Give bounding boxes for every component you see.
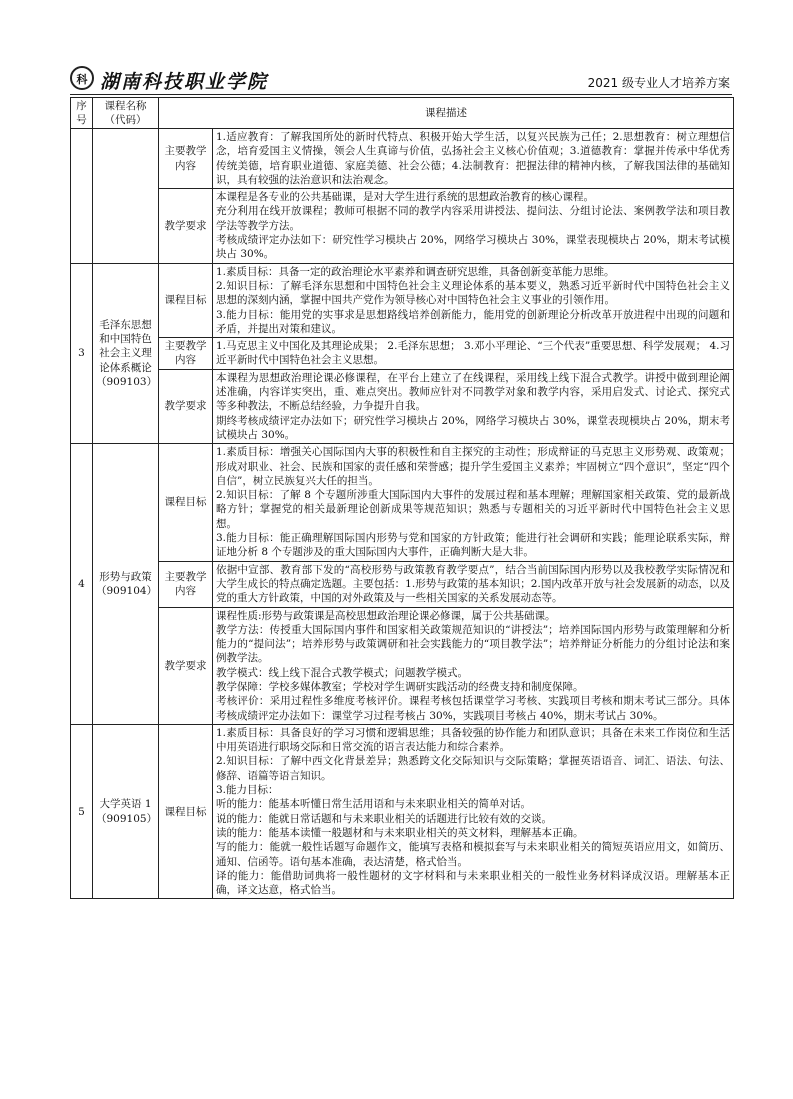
- table-row: [71, 369, 734, 443]
- description-line: 说的能力：能就日常话题和与未来职业相关的话题进行比较有效的交谈。: [216, 812, 552, 825]
- row-description: [213, 561, 734, 607]
- course-no: 3: [71, 263, 93, 444]
- course-no: 5: [71, 724, 93, 899]
- row-label: 教学要求: [159, 369, 213, 443]
- course-name: 毛泽东思想和中国特色社会主义理论体系概论（909103）: [93, 263, 159, 444]
- description-line: 1.适应教育：了解我国所处的新时代特点、积极开始大学生活，以复兴民族为己任；2.思想教育：树立理想信念，培育爱国主义情操，领会人生真谛与价值，弘扬社会主义核心价值观；3.道德教育：掌握并传承中华优秀传统美德，培育职业道德、家庭美德、社会公德；4.法制教育：把握法律的精神内核，了解我国法律的基础知识，具有较强的法治意识和法治观念。: [216, 131, 730, 186]
- description-line: 教学保障：学校多媒体教室；学校对学生调研实践活动的经费支持和制度保障。: [216, 680, 584, 693]
- row-label: 主要教学内容: [159, 338, 213, 370]
- description-line: 2.知识目标：了解毛泽东思想和中国特色社会主义理论体系的基本要义，熟悉习近平新时代中国特色社会主义思想的深刻内涵，掌握中国共产党作为领导核心对中国特色社会主义事业的引领作用。: [216, 279, 730, 307]
- table-row: [71, 561, 734, 607]
- course-table: [70, 97, 734, 899]
- description-line: 写的能力：能就一般性话题写命题作文，能填写表格和模拟套写与未来职业相关的简短英语应用文，如简历、通知、信函等。语句基本准确，表达清楚，格式恰当。: [216, 841, 730, 868]
- description-line: 读的能力：能基本读懂一般题材和与未来职业相关的英文材料，理解基本正确。: [216, 826, 584, 839]
- row-description: [213, 129, 734, 189]
- row-label: 课程目标: [159, 444, 213, 561]
- row-label: 主要教学内容: [159, 129, 213, 189]
- course-no: 4: [71, 444, 93, 725]
- course-name-cell: [93, 129, 159, 264]
- table-row: [71, 263, 734, 337]
- description-line: 3.能力目标：能正确理解国际国内形势与党和国家的方针政策；能进行社会调研和实践；能理论联系实际，辩证地分析 8 个专题涉及的重大国际国内大事件，正确判断大是大非。: [216, 532, 730, 559]
- table-row: [71, 129, 734, 189]
- table-row: [71, 189, 734, 263]
- header-course: 课程名称（代码）: [93, 98, 159, 129]
- row-label: 教学要求: [159, 189, 213, 263]
- row-description: [213, 724, 734, 899]
- course-name: 形势与政策（909104）: [93, 444, 159, 725]
- description-line: 课程性质:形势与政策课是高校思想政治理论课必修课，属于公共基础课。: [216, 609, 556, 622]
- table-row: [71, 338, 734, 370]
- plan-title: 2021 级专业人才培养方案: [587, 76, 730, 90]
- description-line: 1.马克思主义中国化及其理论成果； 2.毛泽东思想； 3.邓小平理论、“三个代表”重要思想、科学发展观； 4.习近平新时代中国特色社会主义思想。: [216, 340, 730, 367]
- description-line: 译的能力：能借助词典将一般性题材的文字材料和与未来职业相关的一般性业务材料译成汉语。理解基本正确，译文达意，格式恰当。: [216, 869, 730, 897]
- table-row: [71, 724, 734, 899]
- table-row: [71, 607, 734, 724]
- row-description: [213, 369, 734, 443]
- row-description: [213, 607, 734, 724]
- description-line: 1.素质目标：具备良好的学习习惯和逻辑思维；具备较强的协作能力和团队意识；具备在未来工作岗位和生活中用英语进行职场交际和日常交流的语言表达能力和综合素养。: [216, 726, 730, 754]
- description-line: 1.素质目标：增强关心国际国内大事的积极性和自主探究的主动性；形成辩证的马克思主义形势观、政策观；形成对职业、社会、民族和国家的责任感和荣誉感；提升学生爱国主义素养；牢固树立“四个意识”，坚定“四个自信”，树立民族复兴大任的担当。: [216, 446, 730, 487]
- description-line: 2.知识目标：了解 8 个专题所涉重大国际国内大事件的发展过程和基本理解；理解国家相关政策、党的最新战略方针；掌握党的相关最新理论创新成果等规范知识；熟悉与专题相关的习近平新时代中国特色社会主义思想。: [216, 489, 730, 530]
- description-line: 教学模式：线上线下混合式教学模式；问题教学模式。: [216, 666, 468, 679]
- row-label: 课程目标: [159, 724, 213, 899]
- table-header-row: [71, 98, 734, 129]
- row-description: [213, 263, 734, 337]
- description-line: 期终考核成绩评定办法如下；研究性学习模块占 20%，网络学习模块占 30%，课堂表现模块占 20%，期末考试模块占 30%。: [216, 414, 730, 441]
- row-description: [213, 189, 734, 263]
- course-no-cell: [71, 129, 93, 264]
- row-label: 教学要求: [159, 607, 213, 724]
- description-line: 3.能力目标：: [216, 784, 279, 797]
- description-line: 1.素质目标：具备一定的政治理论水平素养和调查研究思维，具备创新变革能力思维。: [216, 265, 615, 278]
- description-line: 本课程是各专业的公共基础课，是对大学生进行系统的思想政治教育的核心课程。: [216, 191, 594, 204]
- school-logo-icon: 科: [70, 66, 94, 90]
- description-line: 本课程为思想政治理论课必修课程，在平台上建立了在线课程，采用线上线下混合式教学。讲授中做到理论阐述准确，内容详实突出，重、难点突出。教师应针对不同教学对象和教学内容，采用启发式、讨论式、探究式等多种教法，不断总结经验，力争提升自我。: [216, 371, 730, 413]
- row-label: 课程目标: [159, 263, 213, 337]
- header-no: 序号: [71, 98, 93, 129]
- row-description: [213, 338, 734, 370]
- header-desc: 课程描述: [159, 98, 734, 129]
- description-line: 听的能力：能基本听懂日常生活用语和与未来职业相关的简单对话。: [216, 798, 531, 811]
- description-line: 充分利用在线开放课程；教师可根据不同的教学内容采用讲授法、提问法、分组讨论法、案例教学法和项目教学法等教学方法。: [216, 205, 730, 232]
- row-description: [213, 444, 734, 561]
- description-line: 考核评价：采用过程性多维度考核评价。课程考核包括课堂学习考核、实践项目考核和期末考试三部分。具体考核成绩评定办法如下：课堂学习过程考核占 30%，实践项目考核占 40%，期末考试占 30%。: [216, 695, 730, 722]
- description-line: 2.知识目标：了解中西文化背景差异；熟悉跨文化交际知识与交际策略；掌握英语语音、词汇、语法、句法、修辞、语篇等语言知识。: [216, 755, 730, 782]
- description-line: 3.能力目标：能用党的实事求是思想路线培养创新能力，能用党的创新理论分析改革开放进程中出现的问题和矛盾，并提出对策和建议。: [216, 308, 730, 335]
- table-row: [71, 444, 734, 561]
- description-line: 教学方法：传授重大国际国内事件和国家相关政策规范知识的“讲授法”；培养国际国内形势与政策理解和分析能力的“提问法”；培养形势与政策调研和社会实践能力的“项目教学法”；培养辩证分析能力的分组讨论法和案例教学法。: [216, 623, 730, 665]
- description-line: 依据中宣部、教育部下发的“高校形势与政策教育教学要点”，结合当前国际国内形势以及我校教学实际情况和大学生成长的特点确定选题。主要包括：1.形势与政策的基本知识；2.国内改革开放与社会发展新的动态，以及党的重大方针政策，中国的对外政策及与一些相关国家的关系发展动态等。: [216, 563, 730, 605]
- row-label: 主要教学内容: [159, 561, 213, 607]
- course-name: 大学英语 1（909105）: [93, 724, 159, 899]
- description-line: 考核成绩评定办法如下：研究性学习模块占 20%，网络学习模块占 30%，课堂表现模块占 20%，期末考试模块占 30%。: [216, 234, 730, 261]
- school-name: 湖南科技职业学院: [100, 71, 269, 93]
- page-header: [70, 66, 732, 95]
